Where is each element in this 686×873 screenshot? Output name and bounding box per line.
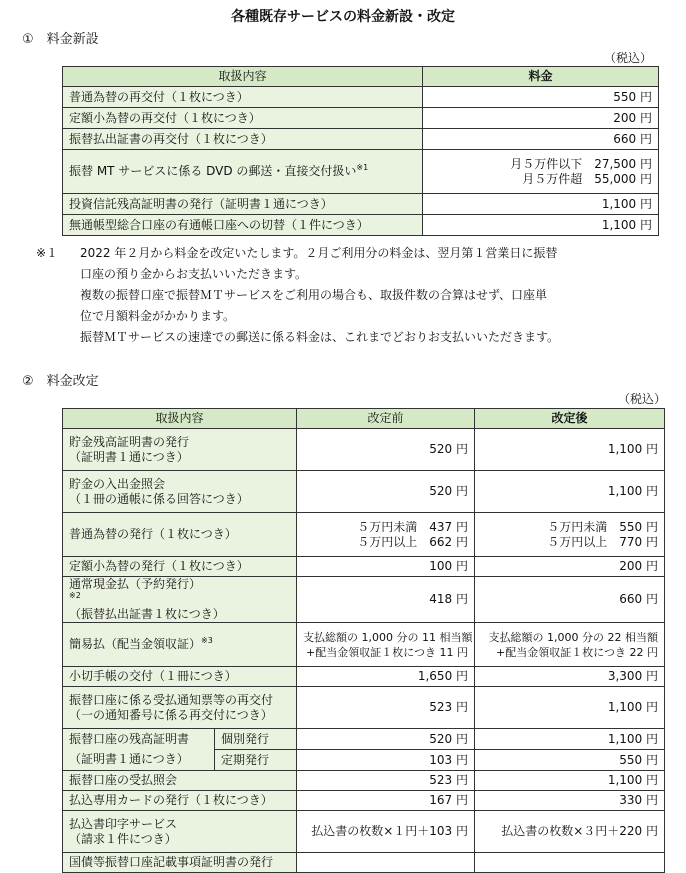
section2-tax-note: （税込） <box>618 392 667 406</box>
row-item: 定額小為替の再交付（１枚につき） <box>63 108 423 129</box>
row-after: 1,100 円 <box>475 771 665 791</box>
row-item <box>63 150 423 194</box>
row-after: 1,100 円 <box>475 729 665 750</box>
table-row <box>63 811 665 853</box>
revised-fees-table <box>62 408 665 873</box>
table-row <box>63 853 665 873</box>
row-item: 小切手帳の交付（１冊につき） <box>63 667 297 687</box>
row-before: 100 円 <box>297 557 475 577</box>
row-before <box>297 623 475 667</box>
row-before: 1,650 円 <box>297 667 475 687</box>
row-item: 振替口座の残高証明書 <box>63 729 215 750</box>
row-after: 200 円 <box>475 557 665 577</box>
row-fee <box>423 150 659 194</box>
row-item: 投資信託残高証明書の発行（証明書１通につき） <box>63 194 423 215</box>
row-item <box>63 687 297 729</box>
table-row <box>63 150 659 194</box>
row-before: 418 円 <box>297 577 475 623</box>
row-before: 167 円 <box>297 791 475 811</box>
header-item: 取扱内容 <box>63 67 423 87</box>
row-after: 1,100 円 <box>475 471 665 513</box>
row-before: 520 円 <box>297 471 475 513</box>
row-after <box>475 513 665 557</box>
note-line: 複数の振替口座で振替ＭＴサービスをご利用の場合も、取扱件数の合算はせず、口座単 <box>80 288 548 302</box>
row-before <box>297 853 475 873</box>
table-row <box>63 687 665 729</box>
row-item <box>63 577 297 623</box>
value-line: ５万円以上 770 円 <box>547 534 659 549</box>
section1-notes <box>36 243 676 348</box>
row-item: 無通帳型総合口座の有通帳口座への切替（１件につき） <box>63 215 423 236</box>
row-before: 523 円 <box>297 687 475 729</box>
row-item: 振替払出証書の再交付（１枚につき） <box>63 129 423 150</box>
row-item <box>63 471 297 513</box>
row-after <box>475 623 665 667</box>
row-after: 330 円 <box>475 791 665 811</box>
row-item: 払込専用カードの発行（１枚につき） <box>63 791 297 811</box>
table-row <box>63 577 665 623</box>
note-line: 2022 年２月から料金を改定いたします。２月ご利用分の料金は、翌月第１営業日に振替 <box>80 246 558 260</box>
section2-heading: ② 料金改定 <box>22 374 99 389</box>
row-after: 払込書の枚数×３円＋220 円 <box>475 811 665 853</box>
fee-line: 月５万件以下 27,500 円 <box>510 156 652 171</box>
row-fee: 200 円 <box>423 108 659 129</box>
section1-heading: ① 料金新設 <box>22 32 99 47</box>
item-line: （一の通知番号に係る再交付につき） <box>69 707 273 722</box>
table-row <box>63 623 665 667</box>
value-line: 支払総額の 1,000 分の 11 相当額 <box>303 630 473 644</box>
item-line: 払込書印字サービス <box>69 816 178 831</box>
section1-tax-note: （税込） <box>604 51 653 65</box>
table-row <box>63 729 665 750</box>
item-line: 貯金残高証明書の発行 <box>69 434 190 449</box>
row-item: 普通為替の発行（１枚につき） <box>63 513 297 557</box>
table-row <box>63 471 665 513</box>
row-after: 3,300 円 <box>475 667 665 687</box>
table-row <box>63 429 665 471</box>
row-fee: 660 円 <box>423 129 659 150</box>
header-after: 改定後 <box>475 409 665 429</box>
value-line: ５万円以上 662 円 <box>357 534 469 549</box>
value-line: ５万円未満 550 円 <box>547 519 659 534</box>
new-fees-table <box>62 66 659 236</box>
note-line: 口座の預り金からお支払いいただきます。 <box>80 267 308 281</box>
table-row <box>63 791 665 811</box>
row-item <box>63 429 297 471</box>
footnote-ref: ※3 <box>201 636 213 645</box>
note-line: 位で月額料金がかかります。 <box>80 309 236 323</box>
row-before: 払込書の枚数×１円＋103 円 <box>297 811 475 853</box>
value-line: +配当金領収証１枚につき 22 円 <box>496 645 659 659</box>
table-row <box>63 557 665 577</box>
item-line: （１冊の通帳に係る回答につき） <box>69 491 249 506</box>
row-item: 普通為替の再交付（１枚につき） <box>63 87 423 108</box>
value-line: +配当金領収証１枚につき 11 円 <box>306 645 469 659</box>
header-fee: 料金 <box>423 67 659 87</box>
item-line-text: 通常現金払（予約発行） <box>69 577 202 591</box>
header-item: 取扱内容 <box>63 409 297 429</box>
row-item-text: 振替 MT サービスに係る DVD の郵送・直接交付扱い <box>69 164 357 178</box>
note-line: 振替ＭＴサービスの速達での郵送に係る料金は、これまでどおりお支払いいただきます。 <box>80 330 560 344</box>
row-fee: 550 円 <box>423 87 659 108</box>
fee-line: 月５万件超 55,000 円 <box>522 171 652 186</box>
row-before: 520 円 <box>297 429 475 471</box>
value-line: 支払総額の 1,000 分の 22 相当額 <box>488 630 659 644</box>
table-row <box>63 215 659 236</box>
item-line: （請求１件につき） <box>69 831 177 846</box>
header-before: 改定前 <box>297 409 475 429</box>
footnote-ref: ※1 <box>356 163 369 172</box>
row-fee: 1,100 円 <box>423 215 659 236</box>
table-row <box>63 194 659 215</box>
row-item <box>63 811 297 853</box>
table-row <box>63 771 665 791</box>
item-line: 貯金の入出金照会 <box>69 476 166 491</box>
table-row <box>63 750 665 771</box>
table-row <box>63 667 665 687</box>
row-after: 1,100 円 <box>475 429 665 471</box>
row-before: 103 円 <box>297 750 475 771</box>
item-line: （振替払出証書１枚につき） <box>69 607 225 621</box>
row-item: 定額小為替の発行（１枚につき） <box>63 557 297 577</box>
row-fee: 1,100 円 <box>423 194 659 215</box>
row-before: 520 円 <box>297 729 475 750</box>
item-line-text: 簡易払（配当金領収証） <box>69 637 202 651</box>
value-line: ５万円未満 437 円 <box>357 519 469 534</box>
table-row <box>63 87 659 108</box>
row-item: （証明書１通につき） <box>63 750 215 771</box>
item-line <box>69 577 290 607</box>
page-title: 各種既存サービスの料金新設・改定 <box>231 9 455 25</box>
row-after: 550 円 <box>475 750 665 771</box>
row-after: 660 円 <box>475 577 665 623</box>
row-after: 1,100 円 <box>475 687 665 729</box>
footnote-ref: ※2 <box>69 591 81 600</box>
table-row <box>63 513 665 557</box>
item-line: （証明書１通につき） <box>69 449 189 464</box>
row-item: 振替口座の受払照会 <box>63 771 297 791</box>
row-item <box>63 623 297 667</box>
table-row <box>63 108 659 129</box>
row-before: 523 円 <box>297 771 475 791</box>
item-line: 振替口座に係る受払通知票等の再交付 <box>69 692 274 707</box>
row-subitem: 個別発行 <box>215 729 297 750</box>
table-row <box>63 129 659 150</box>
row-after <box>475 853 665 873</box>
row-before <box>297 513 475 557</box>
note-mark: ※１ <box>36 246 59 260</box>
row-item: 国債等振替口座記載事項証明書の発行 <box>63 853 297 873</box>
row-subitem: 定期発行 <box>215 750 297 771</box>
